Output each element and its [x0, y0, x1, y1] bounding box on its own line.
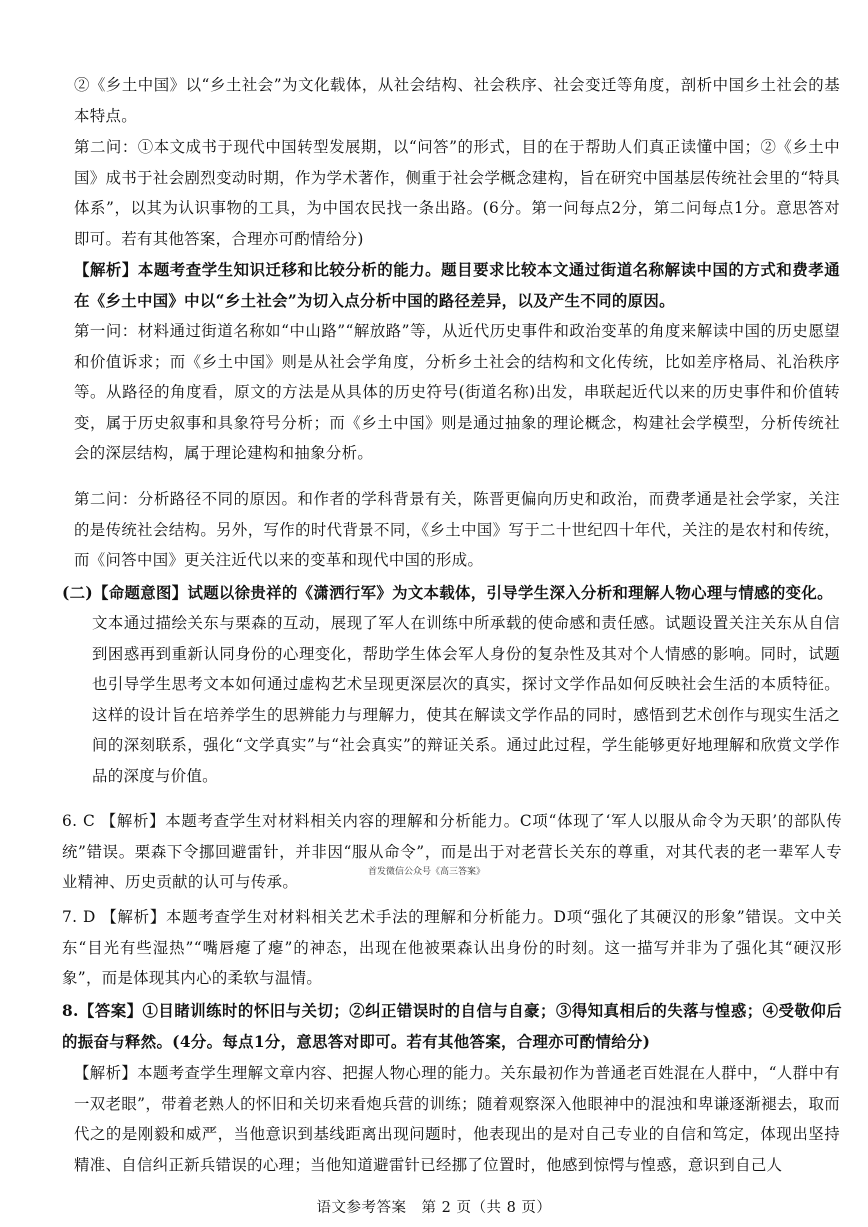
page-footer: 语文参考答案 第 2 页（共 8 页）	[316, 1200, 552, 1216]
analysis-heading-paragraph: 【解析】本题考查学生知识迁移和比较分析的能力。题目要求比较本文通过街道名称解读中国的方式和费孝通在《乡土中国》中以“乡土社会”为切入点分析中国的路径差异，以及产生不同的原因。	[74, 261, 840, 310]
watermark-text: 首发微信公众号《高三答案》	[368, 867, 486, 877]
answer-point-2: ②《乡土中国》以“乡土社会”为文化载体，从社会结构、社会秩序、社会变迁等角度，剖析中国乡土社会的基本特点。	[74, 76, 840, 125]
second-question-analysis: 第二问：分析路径不同的原因。和作者的学科背景有关，陈晋更偏向历史和政治，而费孝通是社会学家，关注的是传统社会结构。另外，写作的时代背景不同，《乡土中国》写于二十世纪四十年代，关注的是农村和传统，而《问答中国》更关注近代以来的变革和现代中国的形成。	[74, 490, 840, 570]
first-question-analysis: 第一问：材料通过街道名称如“中山路”“解放路”等，从近代历史事件和政治变革的角度来解读中国的历史愿望和价值诉求；而《乡土中国》则是从社会学角度，分析乡土社会的结构和文化传统，比如差序格局、礼治秩序等。从路径的角度看，原文的方法是从具体的历史符号(街道名称)出发，串联起近代以来的历史事件和价值转变，属于历史叙事和具象符号分析；而《乡土中国》则是通过抽象的理论概念，构建社会学模型，分析传统社会的深层结构，属于理论建构和抽象分析。	[74, 322, 840, 463]
section-two-intent: (二)【命题意图】试题以徐贵祥的《潇洒行军》为文本载体，引导学生深入分析和理解人物心理与情感的变化。	[62, 584, 833, 602]
section-two-description: 文本通过描绘关东与栗森的互动，展现了军人在训练中所承载的使命感和责任感。试题设置关注关东从自信到困惑再到重新认同身份的心理变化，帮助学生体会军人身份的复杂性及其对个人情感的影响。同时，试题也引导学生思考文本如何通过虚构艺术呈现更深层次的真实，探讨文学作品如何反映社会生活的本质特征。这样的设计旨在培养学生的思辨能力与理解力，使其在解读文学作品的同时，感悟到艺术创作与现实生活之间的深刻联系，强化“文学真实”与“社会真实”的辩证关系。通过此过程，学生能够更好地理解和欣赏文学作品的深度与价值。	[92, 614, 840, 785]
question-8-analysis: 【解析】本题考查学生理解文章内容、把握人物心理的能力。关东最初作为普通老百姓混在人群中，“人群中有一双老眼”，带着老熟人的怀旧和关切来看炮兵营的训练；随着观察深入他眼神中的混浊和卑谦逐渐褪去，取而代之的是刚毅和威严，当他意识到基线距离出现问题时，他表现出的是对自己专业的自信和笃定，体现出坚持精准、自信纠正新兵错误的心理；当他知道避雷针已经挪了位置时，他感到惊愕与惶惑，意识到自己人	[74, 1064, 840, 1174]
question-7-answer: 7. D 【解析】本题考查学生对材料相关艺术手法的理解和分析能力。D项“强化了其硬汉的形象”错误。文中关东“目光有些湿热”“嘴唇瘪了瘪”的神态，出现在他被栗森认出身份的时刻。这一描写并非为了强化其“硬汉形象”，而是体现其内心的柔软与温情。	[62, 908, 842, 988]
second-question-answer: 第二问：①本文成书于现代中国转型发展期，以“问答”的形式，目的在于帮助人们真正读懂中国；②《乡土中国》成书于社会剧烈变动时期，作为学术著作，侧重于社会学概念建构，旨在研究中国基层传统社会里的“特具体系”，以其为认识事物的工具，为中国农民找一条出路。(6分。第一问每点2分，第二问每点1分。意思答对即可。若有其他答案，合理亦可酌情给分)	[74, 138, 840, 248]
question-6-answer: 6. C 【解析】本题考查学生对材料相关内容的理解和分析能力。C项“体现了‘军人以服从命令为天职’的部队传统”错误。栗森下令挪回避雷针，并非因“服从命令”，而是出于对老营长关东的尊重，对其代表的老一辈军人专业精神、历史贡献的认可与传承。	[62, 812, 842, 892]
question-8-answer: 8.【答案】①目睹训练时的怀旧与关切；②纠正错误时的自信与自豪；③得知真相后的失落与惶惑；④受敬仰后的振奋与释然。(4分。每点1分，意思答对即可。若有其他答案，合理亦可酌情给分)	[62, 1002, 842, 1051]
